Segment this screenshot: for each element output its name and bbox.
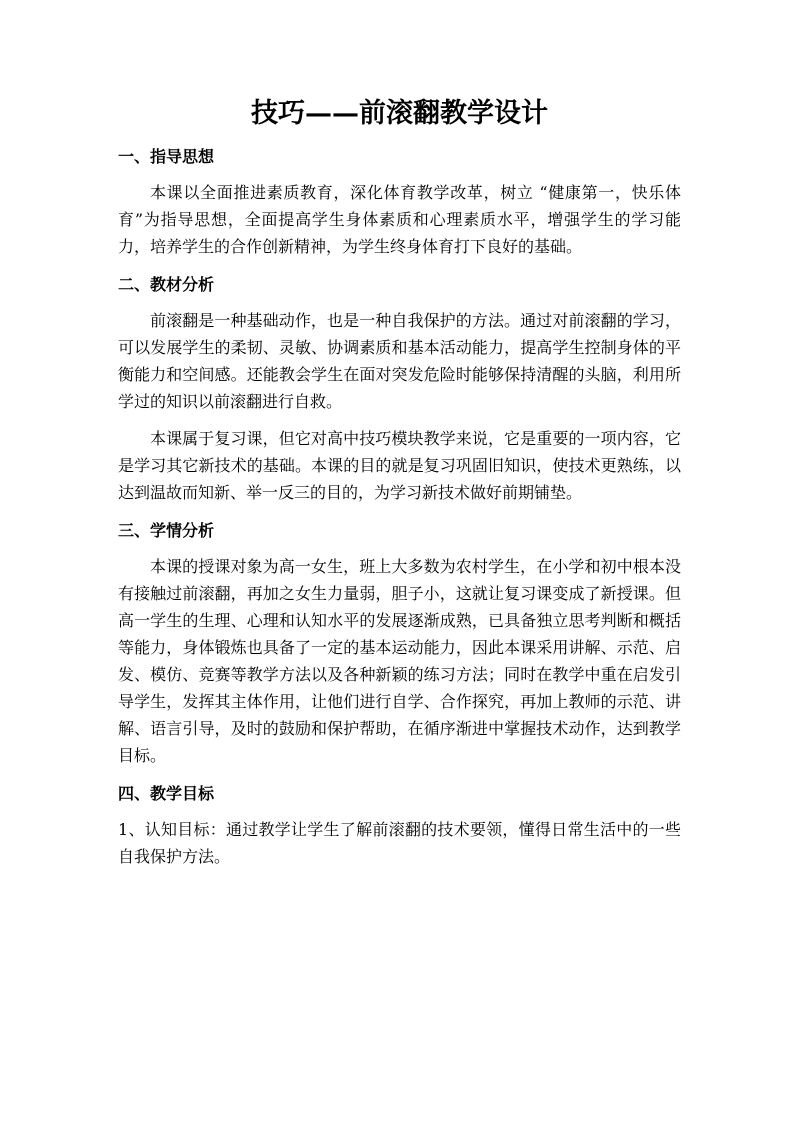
paragraph: 本课的授课对象为高一女生，班上大多数为农村学生，在小学和初中根本没有接触过前滚翻，再加之女生力量弱，胆子小，这就让复习课变成了新授课。但高一学生的生理、心理和认知水平的发展逐渐成熟，已具备独立思考判断和概括等能力，身体锻炼也具备了一定的基本运动能力，因此本课采用讲解、示范、启发、模仿、竞赛等教学方法以及各种新颖的练习方法；同时在教学中重在启发引导学生，发挥其主体作用，让他们进行自学、合作探究，再加上教师的示范、讲解、语言引导，及时的鼓励和保护帮助，在循序渐进中掌握技术动作，达到教学目标。 — [118, 557, 681, 765]
section-heading-material-analysis: 二、教材分析 — [118, 275, 215, 294]
paragraph: 本课以全面推进素质教育，深化体育教学改革，树立 “健康第一，快乐体育”为指导思想，全面提高学生身体素质和心理素质水平，增强学生的学习能力，培养学生的合作创新精神，为学生终身体育打下良好的基础。 — [118, 183, 681, 256]
objective-item: 1、认知目标：通过教学让学生了解前滚翻的技术要领，懂得日常生活中的一些自我保护方法。 — [118, 820, 681, 866]
section-heading-teaching-objectives: 四、教学目标 — [118, 784, 215, 803]
section-material-analysis — [118, 270, 681, 506]
section-heading-student-analysis: 三、学情分析 — [118, 521, 215, 540]
paragraph: 前滚翻是一种基础动作，也是一种自我保护的方法。通过对前滚翻的学习，可以发展学生的柔韧、灵敏、协调素质和基本活动能力，提高学生控制身体的平衡能力和空间感。还能教会学生在面对突发危险时能够保持清醒的头脑，利用所学过的知识以前滚翻进行自救。 — [118, 311, 681, 411]
document-title: 技巧——前滚翻教学设计 — [251, 98, 548, 129]
document-page — [118, 92, 681, 880]
paragraph: 本课属于复习课，但它对高中技巧模块教学来说，它是重要的一项内容，它是学习其它新技术的基础。本课的目的就是复习巩固旧知识，使技术更熟练，以达到温故而知新、举一反三的目的，为学习新技术做好前期铺垫。 — [118, 429, 681, 502]
section-heading-guiding-ideology: 一、指导思想 — [118, 147, 215, 166]
section-guiding-ideology — [118, 142, 681, 260]
section-student-analysis — [118, 516, 681, 769]
section-teaching-objectives — [118, 779, 681, 870]
